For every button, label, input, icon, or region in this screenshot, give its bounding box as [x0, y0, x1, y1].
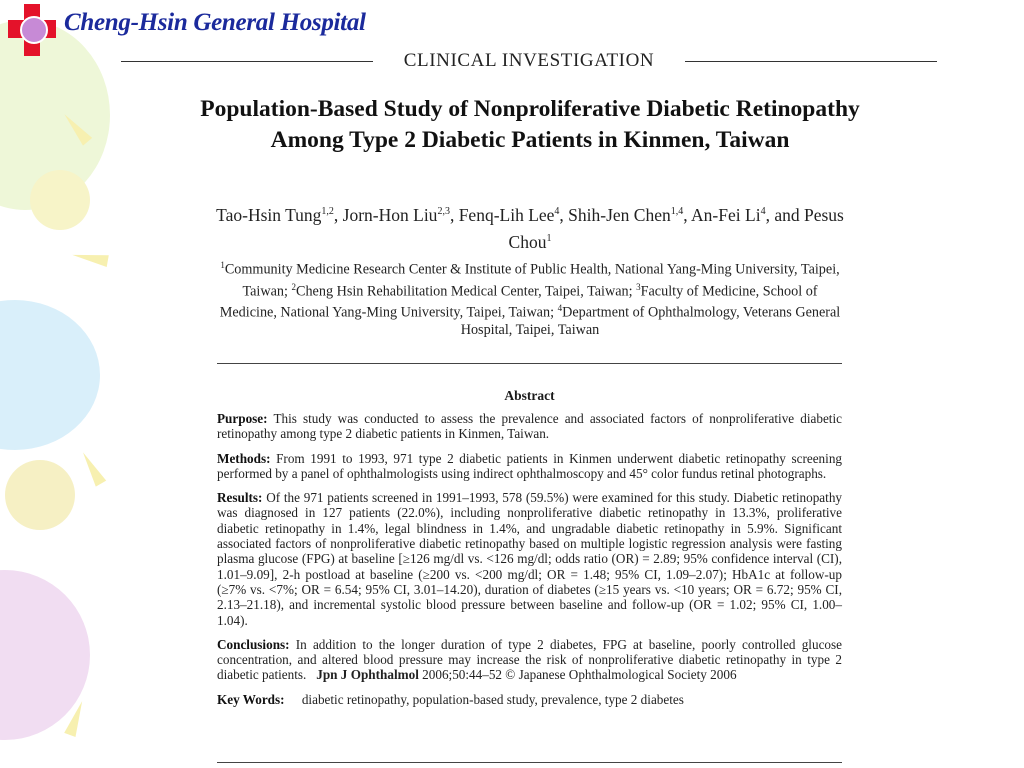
section-header: [121, 50, 937, 74]
author-affiliation-marker: 2,3: [437, 206, 450, 217]
author-separator: ,: [333, 204, 343, 225]
author-name: Fenq-Lih Lee: [458, 204, 555, 225]
pastel-dot-yellow: [5, 460, 75, 530]
abstract-methods: [217, 451, 842, 482]
pastel-balloon-blue: [0, 300, 100, 450]
methods-label: Methods:: [217, 450, 271, 466]
author-name: An-Fei Li: [691, 204, 761, 225]
affiliation-number: 2: [291, 281, 296, 292]
conclusions-text: In addition to the longer duration of type 2 diabetes, FPG at baseline, poorly controlled glucose concentration, and altered blood pressure may increase the risk of nonproliferative diabetic retinopathy in type 2 diabetic patients.: [217, 636, 842, 683]
author-affiliation-marker: 1: [546, 232, 552, 244]
results-label: Results:: [217, 490, 263, 506]
affiliation-text: Faculty of Medicine, School of Medicine, National Yang-Ming University, Taipei, Taiwan;: [219, 283, 818, 322]
affiliation-number: 3: [636, 281, 641, 292]
divider: [217, 363, 842, 364]
author-affiliation-marker: 4: [760, 206, 766, 217]
abstract-keywords: [217, 692, 842, 707]
pastel-dot-yellow: [30, 170, 90, 230]
author-separator: ,: [559, 204, 569, 225]
author-affiliation-marker: 1,4: [670, 206, 684, 217]
keywords-text: diabetic retinopathy, population-based study, prevalence, type 2 diabetes: [301, 691, 684, 707]
sun-ray-icon: [71, 249, 109, 267]
abstract-conclusions: [217, 637, 842, 683]
author-name: Shih-Jen Chen: [568, 204, 671, 225]
author-affiliation-marker: 1,2: [321, 206, 334, 217]
author-name: Pesus Chou: [508, 204, 844, 252]
author-name: Tao-Hsin Tung: [216, 204, 322, 225]
author-affiliation-marker: 4: [554, 206, 560, 217]
paper-title: Population-Based Study of Nonproliferative Diabetic Retinopathy Among Type 2 Diabetic Patients in Kinmen, Taiwan: [200, 96, 860, 153]
abstract-heading: Abstract: [504, 388, 555, 403]
affiliation-text: Community Medicine Research Center & Institute of Public Health, National Yang-Ming University, Taipei, Taiwan;: [224, 261, 840, 300]
author-separator: ,: [683, 204, 692, 225]
divider: [121, 61, 373, 62]
affiliation-text: Department of Ophthalmology, Veterans General Hospital, Taipei, Taiwan: [460, 305, 841, 339]
keywords-label: Key Words:: [217, 691, 285, 707]
affiliation-number: 1: [220, 260, 225, 270]
hospital-name: Cheng-Hsin General Hospital: [64, 9, 366, 36]
conclusions-label: Conclusions:: [217, 636, 290, 652]
abstract-results: [217, 490, 842, 628]
section-label: CLINICAL INVESTIGATION: [403, 50, 655, 71]
affiliations: [215, 257, 845, 339]
purpose-text: This study was conducted to assess the prevalence and associated factors of nonproliferative diabetic retinopathy among type 2 diabetic patients in Kinmen, Taiwan.: [217, 411, 842, 442]
author-list: [200, 200, 860, 254]
decorative-background: [0, 0, 110, 768]
affiliation-text: Cheng Hsin Rehabilitation Medical Center, Taipei, Taiwan;: [296, 283, 637, 300]
affiliation-number: 4: [557, 303, 563, 314]
author-separator: ,: [449, 204, 459, 225]
divider: [217, 762, 842, 763]
abstract-purpose: [217, 411, 842, 442]
red-cross-orchid-logo-icon: [6, 0, 60, 60]
purpose-label: Purpose:: [217, 411, 268, 426]
sun-ray-icon: [78, 449, 106, 486]
author-separator: , and: [765, 204, 804, 225]
author-name: Jorn-Hon Liu: [342, 204, 438, 225]
methods-text: From 1991 to 1993, 971 type 2 diabetic patients in Kinmen underwent diabetic retinopathy screening performed by a panel of ophthalmologists using indirect ophthalmoscopy and 45° color fundus retinal photographs.: [217, 450, 843, 481]
citation-details: 2006;50:44–52 © Japanese Ophthalmological Society 2006: [422, 667, 737, 683]
divider: [685, 61, 937, 62]
journal-reference: Jpn J Ophthalmol: [316, 667, 419, 683]
abstract-body: [217, 411, 842, 716]
results-text: Of the 971 patients screened in 1991–1993, 578 (59.5%) were examined for this study. Diabetic retinopathy was diagnosed in 127 patients (22.0%), including nonproliferative diabetic retinopathy in 13.3%, proliferative diabetic retinopathy in 1.4%, legal blindness in 1.4%, and ungradable diabetic retinopathy in 5.9%. Significant associated factors of nonproliferative diabetic retinopathy based on multiple logistic regression analysis were fasting plasma glucose (FPG) at baseline [≥126 mg/dl vs. <126 mg/dl; odds ratio (OR) = 2.89; 95% confidence interval (CI), 1.01–9.09], 2-h postload at baseline (≥200 vs. <200 mg/dl; OR = 1.48; 95% CI, 1.09–2.07); HbA1c at follow-up (≥7% vs. <7%; OR = 6.54; 95% CI, 3.01–14.20), duration of diabetes (≥15 years vs. <10 years; OR = 6.72; 95% CI, 2.13–21.18), and incremental systolic blood pressure between baseline and follow-up (OR = 1.02; 95% CI, 1.00–1.04).: [217, 490, 843, 628]
